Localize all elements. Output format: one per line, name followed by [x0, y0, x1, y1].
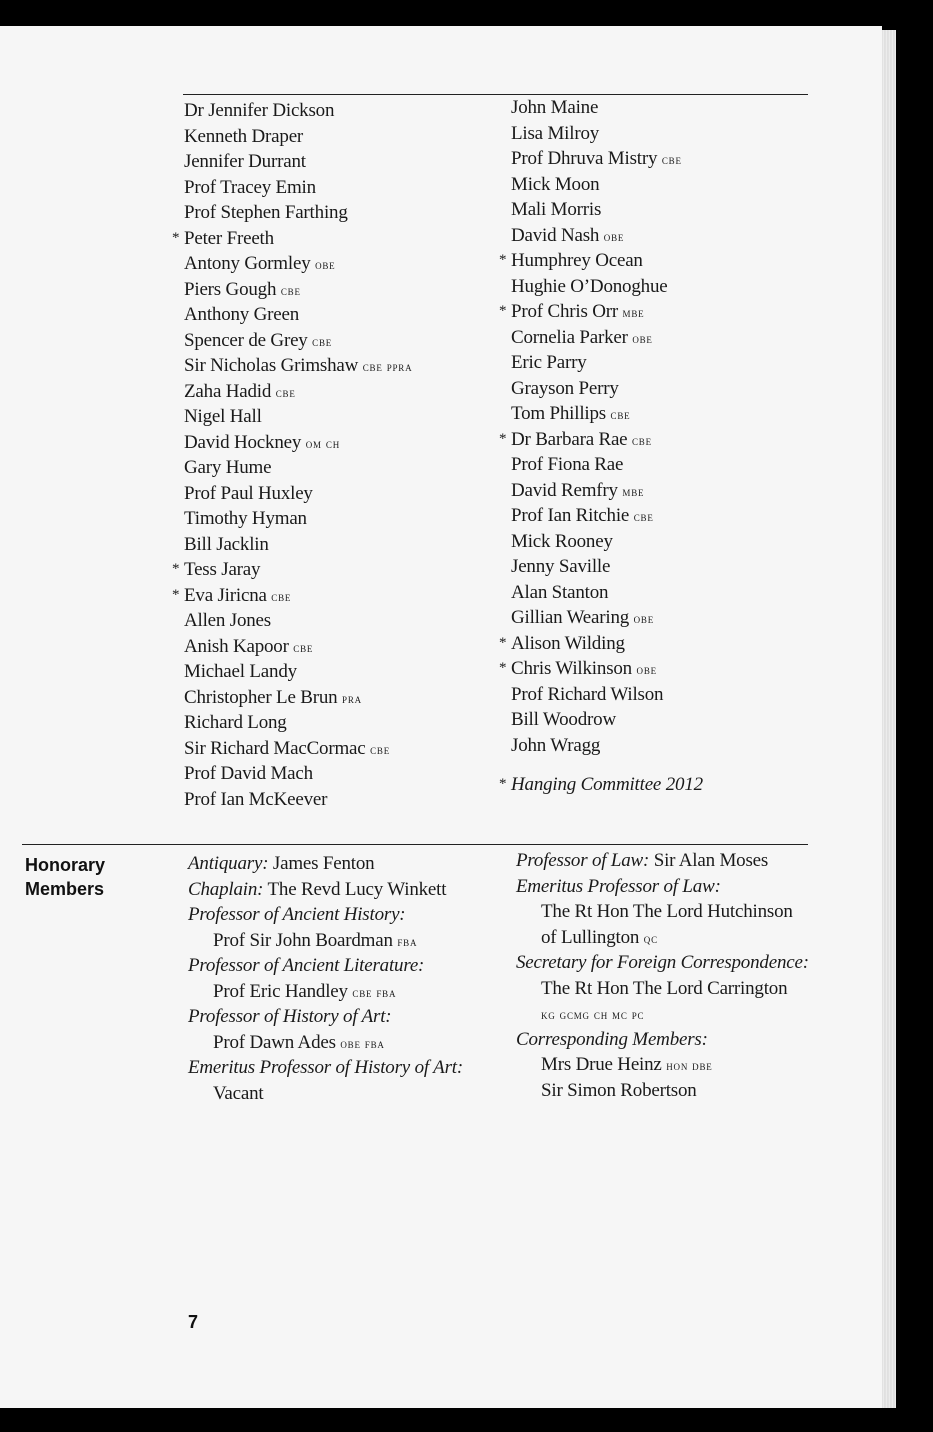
honorary-role: Emeritus Professor of Law:	[516, 875, 721, 897]
honorary-entry	[516, 950, 809, 976]
member-name: Kenneth Draper	[184, 125, 304, 147]
honorary-entry	[516, 1027, 809, 1053]
member-name: Humphrey Ocean	[511, 250, 643, 271]
member-honours: cbe	[293, 639, 314, 655]
member-name: Mali Morris	[511, 199, 602, 220]
member-honours: pra	[342, 690, 362, 706]
list-item	[511, 146, 703, 172]
member-name: Sir Richard MacCormac	[184, 737, 366, 759]
list-item	[184, 685, 412, 711]
honorary-entry	[516, 1078, 809, 1104]
member-honours: cbe	[312, 333, 333, 349]
list-item	[511, 733, 703, 759]
list-item	[511, 350, 703, 376]
list-item	[184, 659, 412, 685]
honorary-entry	[516, 1001, 809, 1027]
member-name: Eric Parry	[511, 352, 587, 373]
hanging-committee-star: *	[499, 660, 507, 676]
honorary-name: The Rt Hon The Lord Carrington	[541, 977, 788, 999]
list-item	[511, 376, 703, 402]
honorary-name: Prof Dawn Ades	[213, 1031, 336, 1053]
member-name: Allen Jones	[184, 610, 271, 631]
member-honours: obe	[315, 257, 336, 272]
honorary-entry	[188, 953, 463, 979]
member-honours: cbe ppra	[362, 359, 413, 374]
member-name: Bill Woodrow	[511, 709, 616, 730]
list-item	[184, 200, 412, 226]
member-name: Jennifer Durrant	[184, 151, 306, 172]
footnote-text: Hanging Committee 2012	[511, 774, 703, 795]
member-honours: obe	[603, 228, 625, 244]
member-name: Jenny Saville	[511, 556, 611, 577]
list-item	[511, 580, 703, 606]
honorary-honours: hon dbe	[666, 1058, 713, 1073]
member-name: Spencer de Grey	[184, 329, 308, 351]
honorary-honours: kg gcmg ch mc pc	[541, 1007, 645, 1022]
list-item	[511, 223, 703, 249]
honorary-name: Sir Simon Robertson	[541, 1079, 697, 1101]
honorary-name: Mrs Drue Heinz	[541, 1054, 662, 1075]
honorary-entry	[516, 976, 809, 1002]
member-name: Chris Wilkinson	[511, 658, 632, 679]
list-item	[511, 554, 703, 580]
honorary-role: Chaplain:	[188, 878, 264, 900]
honorary-honours: fba	[397, 933, 418, 949]
member-honours: cbe	[633, 509, 654, 524]
member-honours: cbe	[610, 407, 631, 422]
honorary-name: The Rt Hon The Lord Hutchinson	[541, 901, 793, 922]
list-item	[511, 503, 703, 529]
honorary-role: Professor of History of Art:	[188, 1006, 392, 1027]
list-item	[511, 605, 703, 631]
member-name: Prof David Mach	[184, 763, 313, 784]
member-honours: om ch	[305, 435, 340, 451]
list-item	[184, 251, 412, 277]
member-name: David Hockney	[184, 431, 302, 453]
heading-line-2: Members	[25, 879, 105, 899]
member-honours: cbe	[370, 741, 390, 757]
honorary-entry	[188, 877, 463, 903]
member-name: Hughie O’Donoghue	[511, 275, 668, 297]
honorary-role: Professor of Ancient Literature:	[188, 955, 425, 976]
honorary-name: Vacant	[213, 1082, 264, 1104]
member-honours: obe	[633, 611, 655, 626]
list-item	[511, 529, 703, 555]
list-item	[184, 608, 412, 634]
list-item	[511, 401, 703, 427]
list-item	[172, 557, 412, 583]
list-item	[172, 226, 412, 252]
member-honours: obe	[632, 330, 653, 346]
honorary-role: Emeritus Professor of History of Art:	[188, 1057, 463, 1078]
list-item	[184, 506, 412, 532]
member-name: Bill Jacklin	[184, 533, 269, 555]
hanging-committee-star: *	[499, 634, 507, 651]
member-name: Anish Kapoor	[184, 635, 289, 657]
list-item	[184, 455, 412, 481]
member-honours: obe	[636, 662, 657, 677]
academicians-left-column	[172, 98, 413, 812]
honorary-entry	[188, 1081, 463, 1107]
member-name: David Nash	[511, 224, 600, 246]
list-item	[184, 761, 412, 787]
member-name: Dr Jennifer Dickson	[184, 100, 335, 121]
member-name: John Wragg	[511, 734, 601, 756]
honorary-entry	[516, 1052, 809, 1078]
list-item	[184, 481, 412, 507]
member-name: Prof Richard Wilson	[511, 683, 664, 705]
honorary-entry	[516, 899, 809, 925]
honorary-entry	[188, 1030, 463, 1056]
list-item	[184, 634, 412, 660]
member-name: Lisa Milroy	[511, 122, 600, 144]
academicians-right-column	[499, 95, 703, 798]
list-item	[499, 656, 703, 682]
member-name: Prof Dhruva Mistry	[511, 148, 658, 169]
list-item	[184, 532, 412, 558]
list-item	[499, 299, 703, 325]
honorary-entry	[188, 1055, 463, 1081]
list-item	[511, 707, 703, 733]
honorary-entry	[188, 902, 463, 928]
honorary-name: The Revd Lucy Winkett	[267, 878, 447, 900]
member-name: Mick Moon	[511, 173, 600, 195]
member-name: Cornelia Parker	[511, 326, 628, 348]
honorary-entry	[516, 848, 809, 874]
list-item	[184, 787, 412, 813]
member-name: Nigel Hall	[184, 406, 262, 427]
honorary-honours: qc	[643, 930, 658, 946]
hanging-committee-star: *	[172, 229, 180, 246]
member-honours: mbe	[622, 483, 645, 499]
honorary-name: Prof Eric Handley	[213, 980, 348, 1002]
hanging-committee-star: *	[172, 586, 180, 603]
member-name: Zaha Hadid	[184, 380, 272, 402]
list-item	[511, 121, 703, 147]
honorary-name: James Fenton	[272, 853, 375, 874]
honorary-name: Sir Alan Moses	[653, 850, 769, 871]
member-name: Sir Nicholas Grimshaw	[184, 355, 359, 376]
honorary-role: Professor of Law:	[516, 850, 650, 871]
member-name: Piers Gough	[184, 278, 277, 300]
honorary-role: Antiquary:	[188, 853, 269, 874]
list-item	[511, 452, 703, 478]
list-item	[499, 427, 703, 453]
list-item	[184, 710, 412, 736]
list-item	[499, 631, 703, 657]
honorary-left-column	[188, 851, 463, 1106]
list-item	[184, 353, 412, 379]
member-name: Prof Stephen Farthing	[184, 202, 348, 223]
member-honours: cbe	[275, 384, 296, 400]
member-name: Alison Wilding	[511, 632, 625, 654]
list-item	[184, 736, 412, 762]
member-name: John Maine	[511, 97, 599, 118]
member-name: Timothy Hyman	[184, 508, 307, 529]
member-name: Prof Fiona Rae	[511, 454, 624, 475]
member-name: Alan Stanton	[511, 581, 609, 603]
list-item	[511, 478, 703, 504]
member-name: David Remfry	[511, 479, 618, 501]
honorary-right-column	[516, 848, 809, 1103]
book-page	[0, 26, 882, 1408]
member-honours: cbe	[631, 432, 652, 448]
list-item	[184, 328, 412, 354]
member-name: Tom Phillips	[511, 403, 606, 424]
list-item	[184, 124, 412, 150]
member-name: Prof Paul Huxley	[184, 482, 313, 504]
honorary-role: Corresponding Members:	[516, 1028, 708, 1050]
list-item	[511, 95, 703, 121]
list-item	[511, 172, 703, 198]
honorary-entry	[516, 874, 809, 900]
list-item	[499, 248, 703, 274]
list-item	[184, 98, 412, 124]
honorary-entry	[516, 925, 809, 951]
member-name: Prof Ian Ritchie	[511, 505, 630, 526]
member-name: Gillian Wearing	[511, 607, 630, 628]
list-item	[184, 149, 412, 175]
list-item	[511, 274, 703, 300]
hanging-committee-star: *	[499, 430, 507, 447]
heading-line-1: Honorary	[25, 855, 106, 875]
list-item	[511, 197, 703, 223]
member-name: Michael Landy	[184, 661, 297, 682]
member-name: Prof Tracey Emin	[184, 176, 316, 198]
list-item	[184, 430, 412, 456]
top-rule	[183, 94, 808, 95]
member-honours: mbe	[622, 305, 645, 320]
member-name: Prof Ian McKeever	[184, 788, 328, 810]
member-name: Mick Rooney	[511, 530, 613, 552]
member-name: Antony Gormley	[184, 253, 311, 274]
member-name: Richard Long	[184, 712, 287, 733]
footnote	[499, 772, 703, 798]
list-item	[184, 379, 412, 405]
list-item	[184, 277, 412, 303]
page-edge	[882, 30, 896, 1408]
member-name: Prof Chris Orr	[511, 301, 618, 322]
member-name: Eva Jiricna	[184, 584, 267, 606]
section-heading	[25, 853, 105, 901]
page-number: 7	[188, 1312, 199, 1332]
member-name: Gary Hume	[184, 457, 272, 478]
list-item	[172, 583, 412, 609]
list-item	[511, 682, 703, 708]
honorary-role: Secretary for Foreign Correspondence:	[516, 952, 809, 973]
honorary-entry	[188, 851, 463, 877]
member-name: Grayson Perry	[511, 377, 619, 399]
honorary-entry	[188, 979, 463, 1005]
member-name: Peter Freeth	[184, 227, 274, 249]
hanging-committee-star: *	[499, 252, 507, 268]
member-honours: cbe	[280, 282, 301, 298]
member-honours: cbe	[661, 152, 682, 167]
honorary-name: of Lullington	[541, 926, 640, 948]
hanging-committee-star: *	[172, 561, 180, 577]
footnote-star: *	[499, 776, 507, 792]
list-item	[511, 325, 703, 351]
hanging-committee-star: *	[499, 303, 507, 319]
honorary-honours: obe fba	[340, 1035, 385, 1051]
member-name: Dr Barbara Rae	[511, 428, 628, 450]
member-name: Tess Jaray	[184, 559, 261, 580]
list-item	[184, 404, 412, 430]
member-honours: cbe	[271, 588, 292, 604]
honorary-role: Professor of Ancient History:	[188, 904, 406, 925]
honorary-name: Prof Sir John Boardman	[213, 929, 393, 951]
honorary-entry	[188, 1004, 463, 1030]
list-item	[184, 175, 412, 201]
section-rule	[22, 844, 808, 845]
list-item	[184, 302, 412, 328]
honorary-entry	[188, 928, 463, 954]
member-name: Christopher Le Brun	[184, 686, 338, 708]
member-name: Anthony Green	[184, 304, 300, 325]
honorary-honours: cbe fba	[352, 984, 397, 1000]
